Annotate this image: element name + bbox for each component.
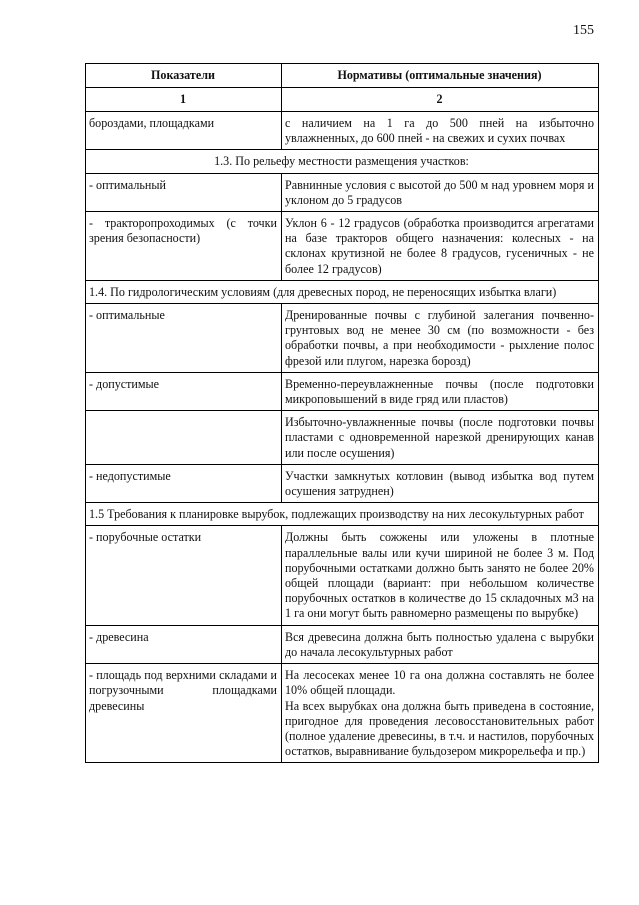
norm-cell (282, 625, 599, 663)
norm-cell (282, 372, 599, 410)
indicator-cell: - площадь под верхними складами и погрузочными площадками древесины (86, 664, 282, 763)
norm-paragraph: На всех вырубках она должна быть приведена в состояние, пригодное для проведения лесовосстановительных работ (полное удаление древесины, в т.ч. и настилов, порубочных остатков, выравнивание бульдозером микрорельефа и пр.) (285, 698, 594, 759)
page-number: 155 (573, 23, 594, 38)
column-number-2: 2 (282, 88, 599, 112)
column-number-1: 1 (86, 88, 282, 112)
norm-paragraph: Равнинные условия с высотой до 500 м над уровнем моря и уклоном до 5 градусов (285, 177, 594, 207)
norm-cell (282, 112, 599, 150)
table-row (86, 212, 599, 281)
section-title: 1.4. По гидрологическим условиям (для древесных пород, не переносящих избытка влаги) (86, 280, 599, 303)
table-row (86, 411, 599, 465)
indicator-cell: - недопустимые (86, 464, 282, 502)
norm-paragraph: с наличием на 1 га до 500 пней на избыточно увлажненных, до 600 пней - на свежих и сухих почвах (285, 116, 594, 146)
table-row (86, 625, 599, 663)
norm-paragraph: Уклон 6 - 12 градусов (обработка производится агрегатами на базе тракторов общего назначения: колесных - на склонах крутизной не более 8 градусов, гусеничных - не более 12 градусов) (285, 216, 594, 276)
norm-paragraph: Избыточно-увлажненные почвы (после подготовки почвы пластами с одновременной нарезкой дренирующих канав или после осушения) (285, 415, 594, 460)
section-title: 1.5 Требования к планировке вырубок, подлежащих производству на них лесокультурных работ (86, 503, 599, 526)
norm-cell (282, 464, 599, 502)
indicator-cell: - оптимальный (86, 173, 282, 211)
norm-cell (282, 664, 599, 763)
column-header-indicators: Показатели (86, 64, 282, 88)
table-body (86, 112, 599, 763)
section-row (86, 503, 599, 526)
norm-paragraph: Временно-переувлажненные почвы (после подготовки микроповышений в виде гряд или пластов) (285, 376, 594, 407)
table-row (86, 304, 599, 373)
table-row (86, 112, 599, 150)
norm-paragraph: Дренированные почвы с глубиной залегания почвенно-грунтовых вод не менее 30 см (по возможности - без обработки почвы, а при необходимости - рыхление полос фрезой или плугом, нарезка борозд) (285, 308, 594, 368)
table-row (86, 464, 599, 502)
column-header-norms: Нормативы (оптимальные значения) (282, 64, 599, 88)
table-row (86, 173, 599, 211)
section-row (86, 280, 599, 303)
standards-table (85, 63, 599, 763)
indicator-cell: - допустимые (86, 372, 282, 410)
table-row (86, 526, 599, 625)
table-header-row (86, 64, 599, 88)
table-row (86, 664, 599, 763)
indicator-cell: - тракторопроходимых (с точки зрения безопасности) (86, 212, 282, 281)
indicator-cell: - порубочные остатки (86, 526, 282, 625)
norm-paragraph: Должны быть сожжены или уложены в плотные параллельные валы или кучи шириной не более 3 м. Под порубочными остатками должно быть занято не более 20% общей площади (вариант: при небольшом количестве порубочных остатков в количестве до 15 складочных м3 на 1 га они могут быть равномерно размещены по вырубке) (285, 530, 594, 621)
table-number-row (86, 88, 599, 112)
norm-cell (282, 526, 599, 625)
indicator-cell (86, 411, 282, 465)
norm-cell (282, 173, 599, 211)
table-row (86, 372, 599, 410)
norm-paragraph: Участки замкнутых котловин (вывод избытка вод путем осушения затруднен) (285, 468, 594, 499)
indicator-cell: - древесина (86, 625, 282, 663)
section-row (86, 150, 599, 173)
section-title: 1.3. По рельефу местности размещения участков: (86, 150, 599, 173)
norm-cell (282, 304, 599, 373)
norm-paragraph: На лесосеках менее 10 га она должна составлять не более 10% общей площади. (285, 668, 594, 698)
indicator-cell: - оптимальные (86, 304, 282, 373)
norm-cell (282, 212, 599, 281)
indicator-cell: бороздами, площадками (86, 112, 282, 150)
norm-paragraph: Вся древесина должна быть полностью удалена с вырубки до начала лесокультурных работ (285, 629, 594, 659)
norm-cell (282, 411, 599, 465)
